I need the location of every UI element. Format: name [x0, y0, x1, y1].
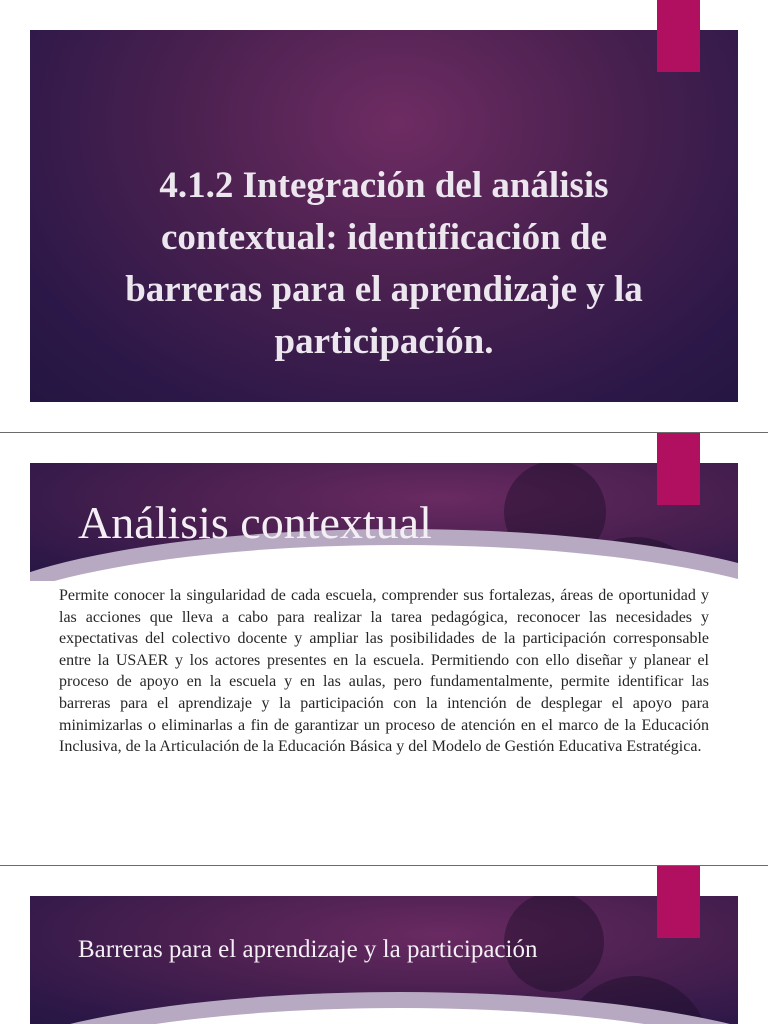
- slide-1: [0, 0, 768, 432]
- slide-3: [0, 866, 768, 1024]
- accent-bookmark: [657, 0, 700, 72]
- slide-3-title: Barreras para el aprendizaje y la participación: [78, 936, 538, 963]
- slide-1-title: 4.1.2 Integración del análisis contextual: identificación de barreras para el aprendizaje y la participación.: [125, 165, 643, 362]
- accent-bookmark: [657, 433, 700, 505]
- slide-2-title: Análisis contextual: [78, 497, 432, 548]
- accent-bookmark: [657, 866, 700, 938]
- slide-2: [0, 433, 768, 865]
- slide-2-body: Permite conocer la singularidad de cada escuela, comprender sus fortalezas, áreas de oportunidad y las acciones que lleva a cabo para realizar la tarea pedagógica, reconocer las necesidades y expectativas del colectivo docente y ampliar las posibilidades de la participación corresponsable entre la USAER y los actores presentes en la escuela. Permitiendo con ello diseñar y planear el proceso de apoyo en la escuela y en las aulas, pero fundamentalmente, permite identificar las barreras para el aprendizaje y la participación con la intención de desplegar el apoyo para minimizarlas o eliminarlas a fin de garantizar un proceso de atención en el marco de la Educación Inclusiva, de la Articulación de la Educación Básica y del Modelo de Gestión Educativa Estratégica.: [59, 587, 709, 756]
